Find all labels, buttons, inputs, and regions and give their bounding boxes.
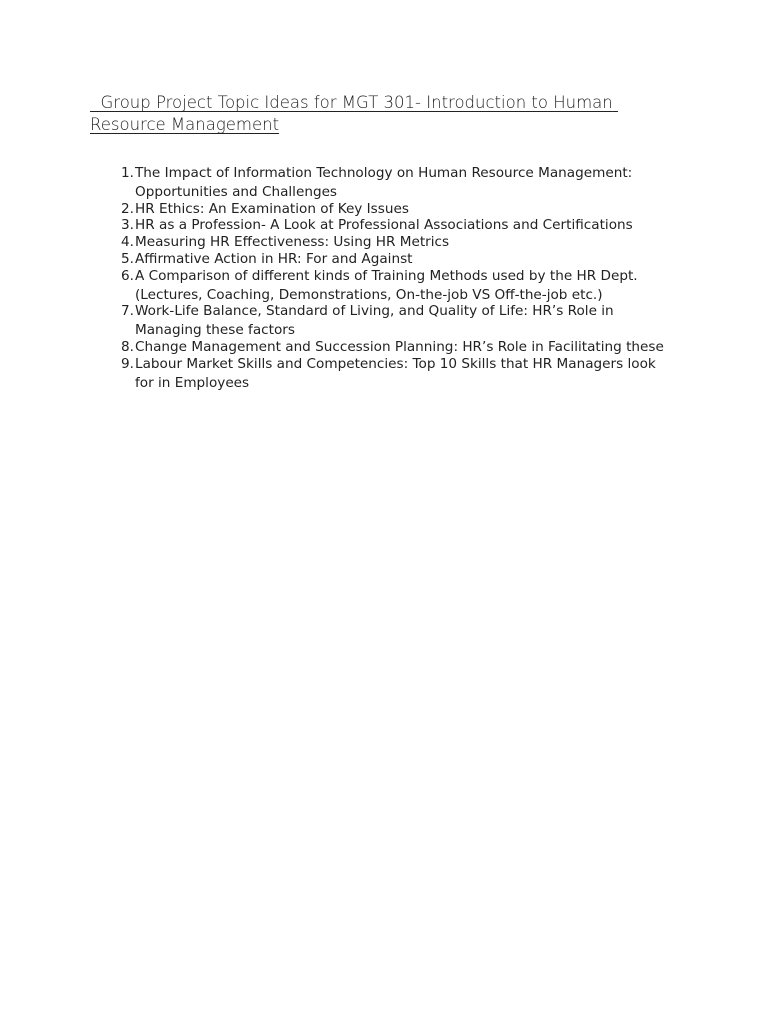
list-item-line: Managing these factors [135,322,295,339]
list-item-text [135,268,700,304]
list-item-number: 8. [121,338,134,355]
list-item-number: 5. [121,250,134,267]
document-title: Group Project Topic Ideas for MGT 301- Introduction to Human Resource Management [90,93,618,134]
list-item-text [135,303,700,339]
list-item [90,268,700,304]
list-item [90,303,700,339]
list-item-text [135,339,700,356]
list-item-line: Measuring HR Effectiveness: Using HR Metrics [135,234,450,251]
list-item-line: Opportunities and Challenges [135,183,338,200]
list-item-line: Labour Market Skills and Competencies: Top 10 Skills that HR Managers look [135,355,656,372]
list-item-number: 7. [121,303,134,320]
list-item [90,201,700,218]
list-item-line: HR as a Profession- A Look at Professional Associations and Certifications [135,217,633,234]
list-item-line: for in Employees [135,374,250,391]
list-item-number: 6. [121,267,134,284]
list-item-line: The Impact of Information Technology on Human Resource Management: [135,165,633,181]
list-item [90,339,700,356]
list-item-number: 2. [121,200,134,217]
list-item [90,165,700,201]
list-item-number: 3. [121,217,134,234]
list-item-number: 1. [121,165,134,181]
list-item-line: Affirmative Action in HR: For and Against [135,250,413,267]
list-item-line: Change Management and Succession Planning: HR’s Role in Facilitating these [135,338,664,355]
list-item-text [135,251,700,268]
list-item-line: Work-Life Balance, Standard of Living, and Quality of Life: HR’s Role in [135,303,614,320]
list-item-number: 9. [121,355,134,372]
list-item-number: 4. [121,234,134,251]
list-item-text [135,356,700,392]
list-item-text [135,165,700,201]
list-item-line: A Comparison of different kinds of Training Methods used by the HR Dept. [135,267,638,284]
list-item-text [135,201,700,218]
list-item-line: HR Ethics: An Examination of Key Issues [135,200,409,217]
list-item-text [135,217,700,234]
list-item [90,234,700,251]
list-item-text [135,234,700,251]
list-item [90,356,700,392]
list-item [90,217,700,234]
list-item-line: (Lectures, Coaching, Demonstrations, On-the-job VS Off-the-job etc.) [135,286,603,303]
list-item [90,251,700,268]
topic-list [90,165,700,391]
